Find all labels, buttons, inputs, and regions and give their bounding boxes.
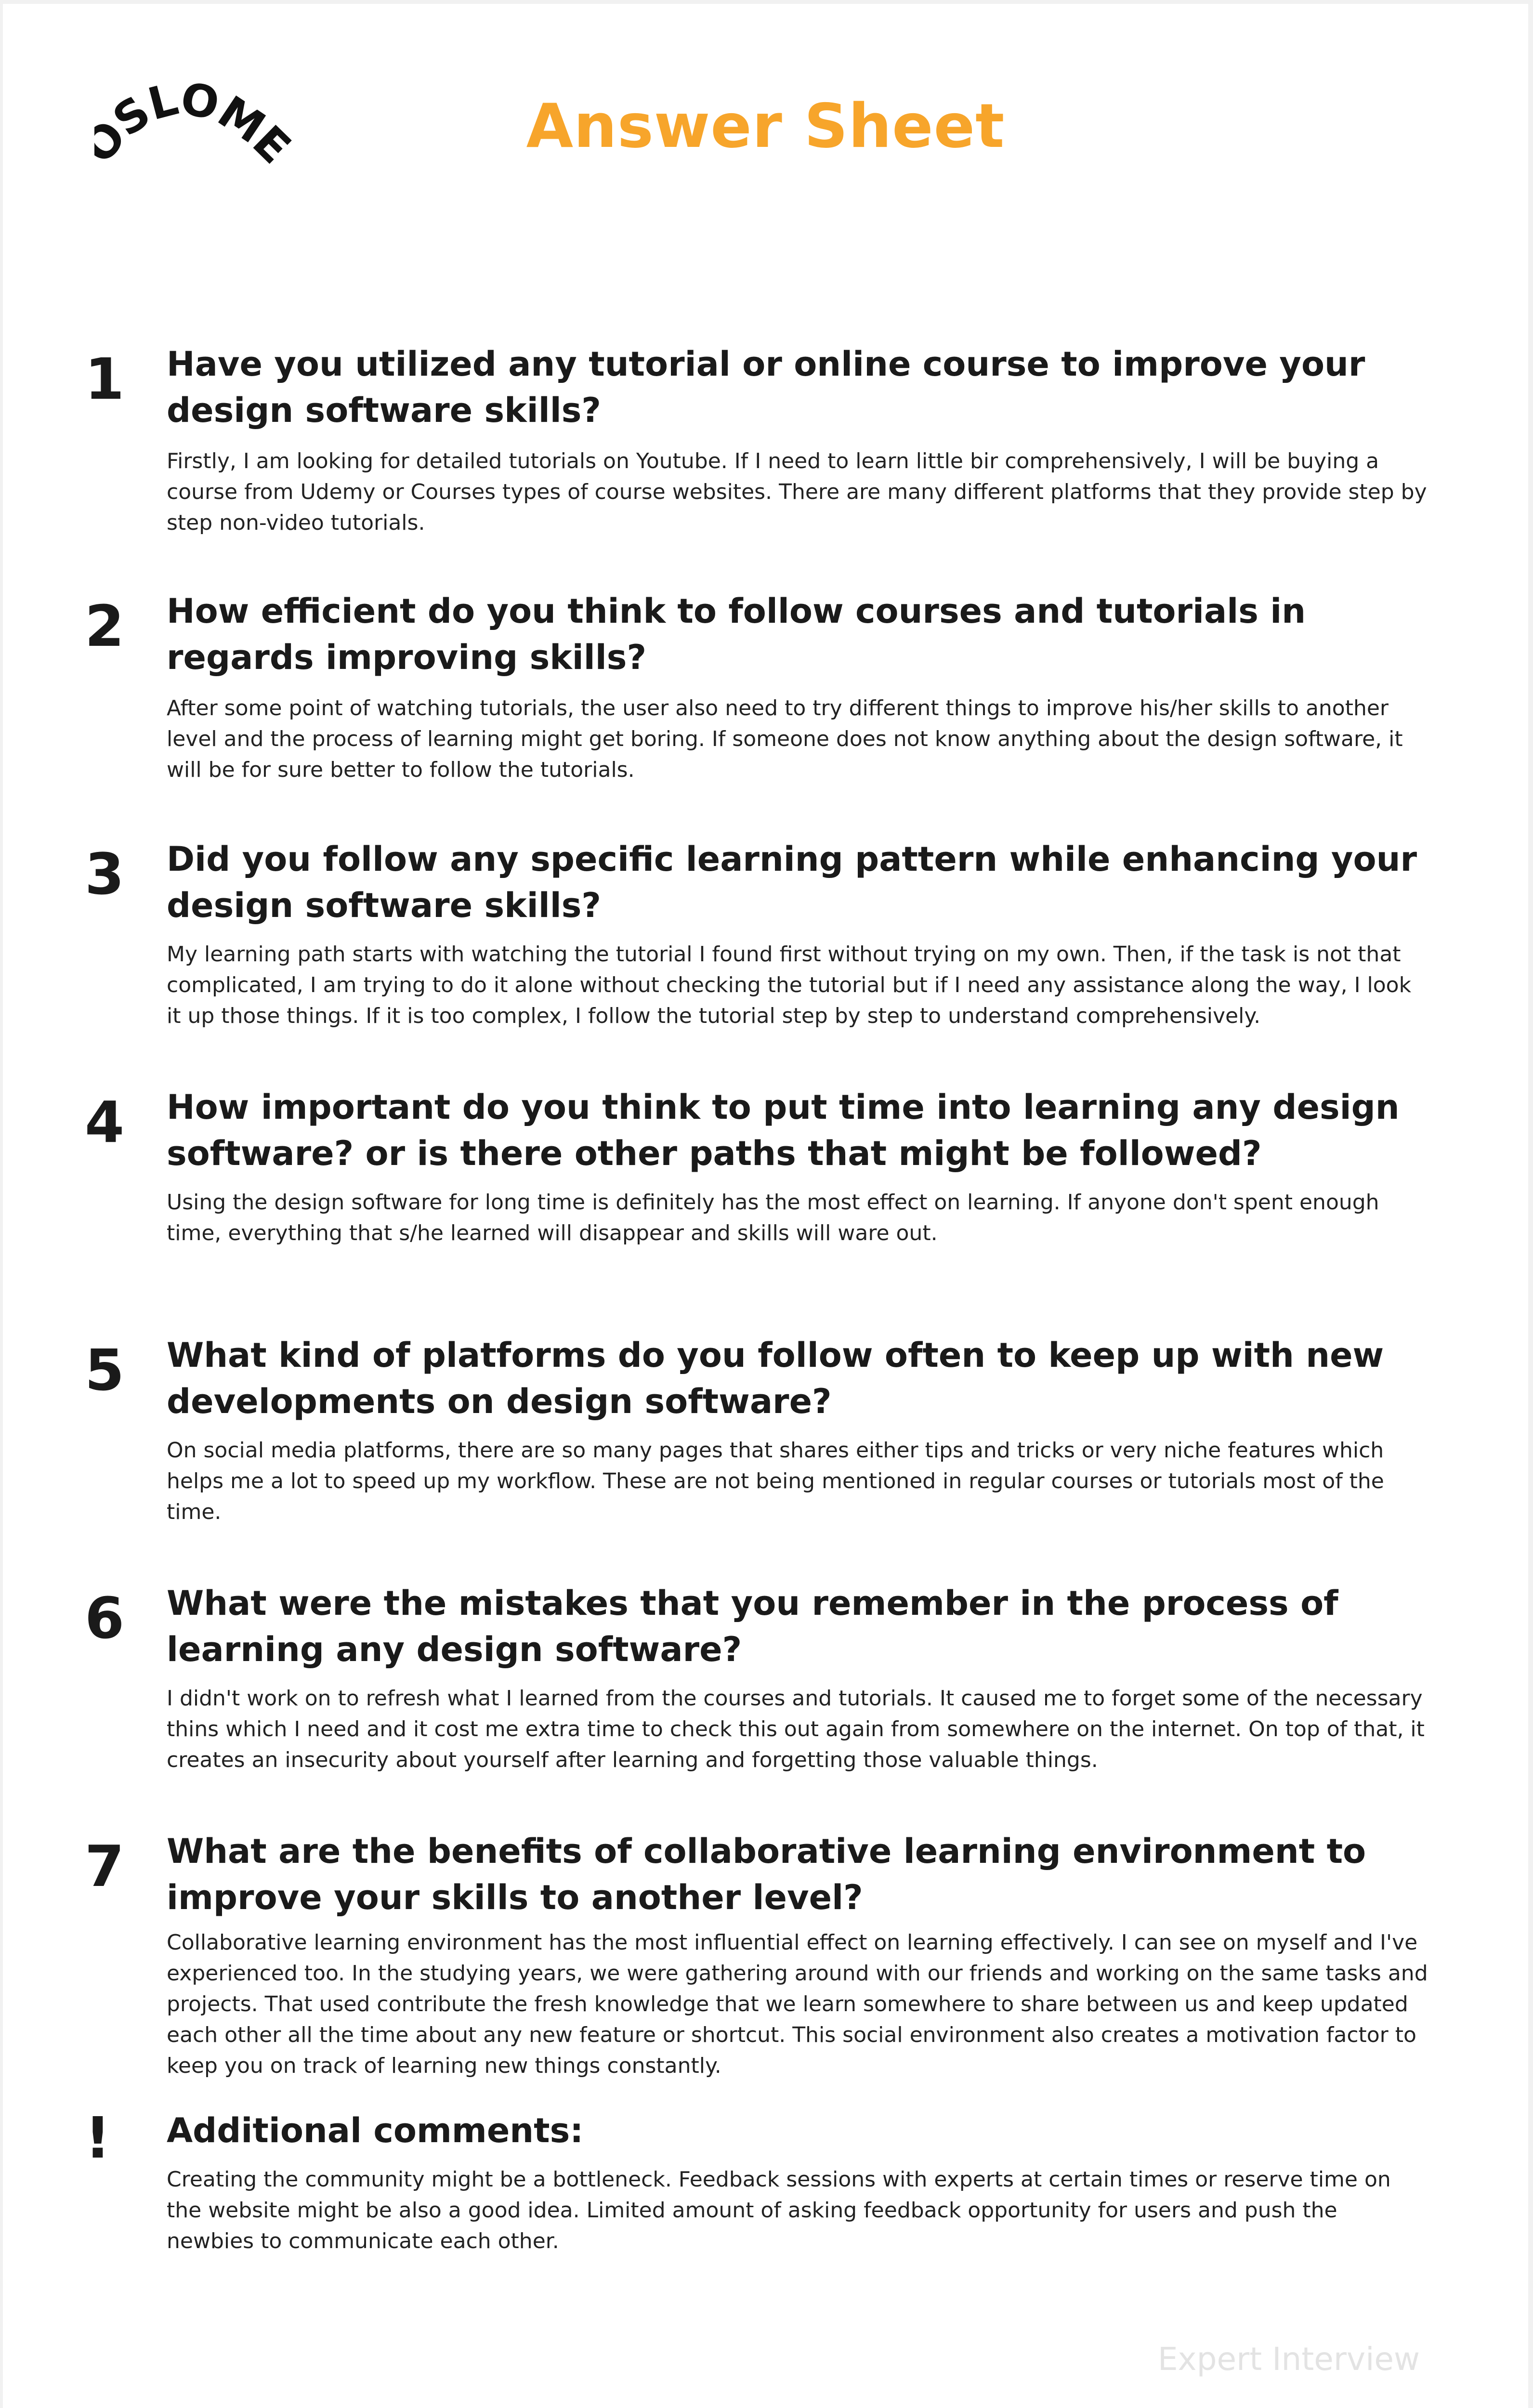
question-text: How efficient do you think to follow courses and tutorials in regards improving skills?	[167, 591, 1306, 677]
question-text: What are the benefits of collaborative learning environment to improve your skills to another level?	[167, 1832, 1366, 1917]
answer-sheet-page	[3, 4, 1528, 2408]
question-number: 5	[85, 1337, 125, 1403]
question-text: What kind of platforms do you follow often to keep up with new developments on design software?	[167, 1335, 1384, 1421]
question-number: 3	[85, 841, 125, 907]
answer-text: My learning path starts with watching the tutorial I found first without trying on my own. Then, if the task is not that complicated, I am trying to do it alone without checking the tutorial but if I need any assistance along the way, I look it up those things. If it is too complex, I follow the tutorial step by step to understand comprehensively.	[167, 942, 1412, 1028]
exclamation-icon: !	[85, 2105, 111, 2171]
question-number: 7	[85, 1833, 125, 1899]
question-text: What were the mistakes that you remember in the process of learning any design software?	[167, 1584, 1338, 1669]
answer-text: After some point of watching tutorials, the user also need to try different things to improve his/her skills to another level and the process of learning might get boring. If someone does not know anything about the design software, it will be for sure better to follow the tutorials.	[167, 696, 1403, 782]
answer-text: Collaborative learning environment has the most influential effect on learning effectively. I can see on myself and I've experienced too. In the studying years, we were gathering around with our friends and working on the same tasks and projects. That used contribute the fresh knowledge that we learn somewhere to share between us and keep updated each other all the time about any new feature or shortcut. This social environment also creates a motivation factor to keep you on track of learning new things constantly.	[167, 1930, 1428, 2078]
footer-label: Expert Interview	[1157, 2341, 1420, 2378]
question-number: 1	[85, 346, 125, 412]
page-title: Answer Sheet	[526, 91, 1005, 161]
answer-text: Using the design software for long time is definitely has the most effect on learning. If anyone don't spent enough time, everything that s/he learned will disappear and skills will ware out.	[167, 1190, 1379, 1245]
question-text: How important do you think to put time into learning any design software? or is there other paths that might be followed?	[167, 1087, 1400, 1173]
answer-text: I didn't work on to refresh what I learned from the courses and tutorials. It caused me to forget some of the necessary thins which I need and it cost me extra time to check this out again from somewhere on the internet. On top of that, it creates an insecurity about yourself after learning and forgetting those valuable things.	[167, 1686, 1425, 1772]
question-text: Did you follow any specific learning pattern while enhancing your design software skills?	[167, 839, 1417, 925]
question-text: Have you utilized any tutorial or online course to improve your design software skills?	[167, 344, 1365, 430]
answer-text: On social media platforms, there are so many pages that shares either tips and tricks or very niche features which helps me a lot to speed up my workflow. These are not being mentioned in regular courses or tutorials most of the time.	[167, 1438, 1384, 1524]
question-number: 4	[85, 1089, 125, 1155]
additional-comments-heading: Additional comments:	[167, 2111, 584, 2150]
answer-text: Firstly, I am looking for detailed tutorials on Youtube. If I need to learn little bir comprehensively, I will be buying a course from Udemy or Courses types of course websites. There are many different platforms that they provide step by step non-video tutorials.	[167, 449, 1427, 535]
logo-text: SLOME	[104, 76, 297, 173]
additional-comments-text: Creating the community might be a bottleneck. Feedback sessions with experts at certain times or reserve time on the website might be also a good idea. Limited amount of asking feedback opportunity for users and push the newbies to communicate each other.	[167, 2167, 1391, 2253]
question-number: 2	[85, 593, 125, 659]
question-number: 6	[85, 1585, 125, 1651]
